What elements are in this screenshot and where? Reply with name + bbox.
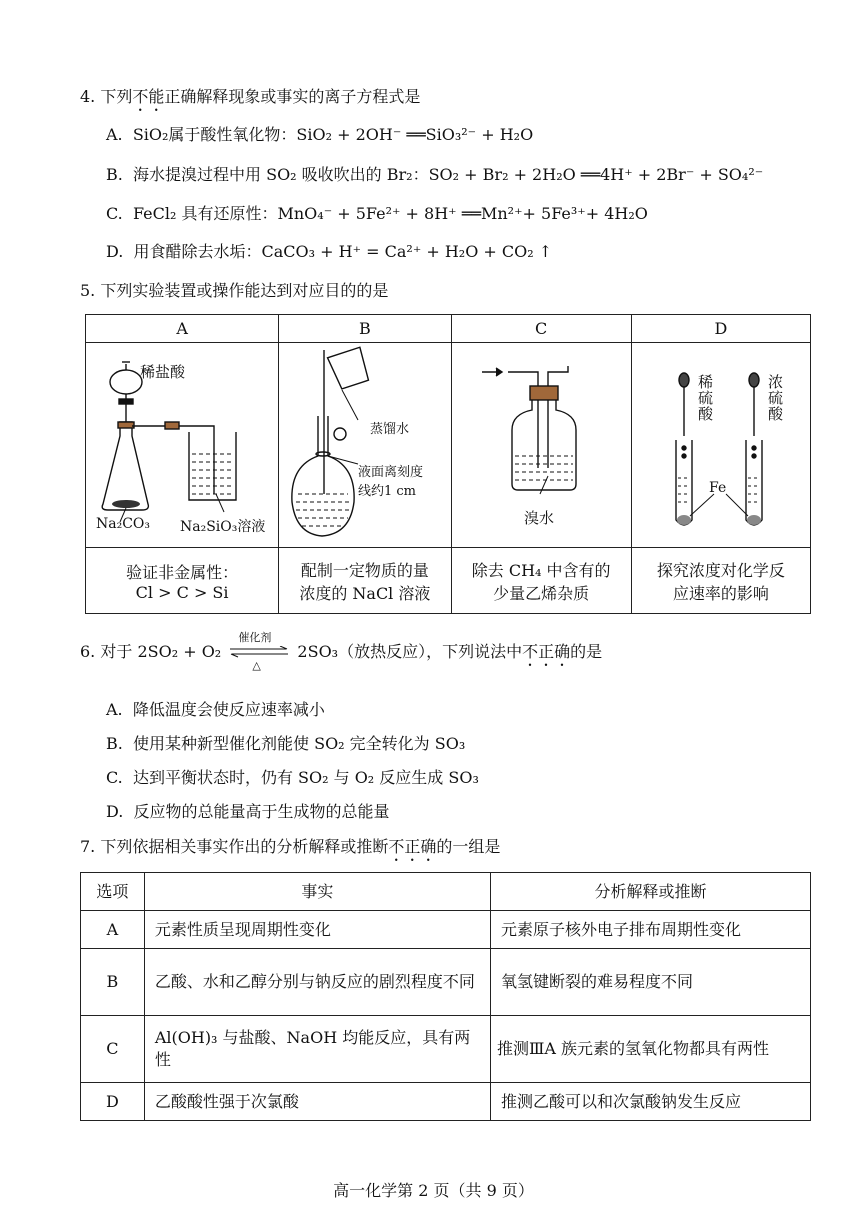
q4-stem-suffix: 正确解释现象或事实的离子方程式是: [164, 87, 421, 106]
q6-stem-prefix: 6. 对于 2SO₂ + O₂: [80, 642, 222, 661]
q6-stem-emphasis: 不正确: [522, 642, 571, 661]
apparatus-d-diagram: [632, 344, 810, 548]
q6-option-d-label: D.: [106, 802, 124, 821]
fe-solid-right: [747, 515, 761, 525]
page-footer: 高一化学第 2 页（共 9 页）: [333, 1181, 534, 1200]
test-tube-right: [746, 440, 762, 525]
catalyst-label: 催化剂: [238, 631, 272, 644]
beaker-a: [189, 432, 236, 500]
label-bromine-water: 溴水: [524, 509, 555, 527]
q6-option-a-text: 降低温度会使反应速率减小: [132, 700, 325, 719]
label-conc-char-2: 硫: [768, 389, 784, 407]
q5-header-a: A: [86, 315, 279, 343]
q7-row-b-analysis: 氧氢键断裂的难易程度不同: [490, 949, 810, 1016]
label-level-note-2: 线约1 cm: [358, 484, 417, 499]
label-conc-h2so4: [768, 374, 783, 422]
q7-stem-prefix: 7. 下列依据相关事实作出的分析解释或推断: [80, 837, 389, 856]
q7-header-option: 选项: [81, 873, 145, 911]
q7-row-a-option: A: [81, 911, 145, 949]
q5-header-b: B: [279, 315, 451, 343]
q6-option-d: [106, 801, 390, 823]
label-dilute-char-1: 稀: [698, 373, 714, 391]
q6-stem-end: 的是: [570, 642, 603, 661]
q5-purpose-c: [451, 548, 631, 614]
q7-row-d-analysis: 推测乙酸可以和次氯酸钠发生反应: [490, 1083, 810, 1121]
label-na2co3: Na₂CO₃: [96, 516, 151, 532]
q5-purpose-a-line2: Cl > C > Si: [135, 582, 229, 602]
q4-option-b-label: B.: [106, 165, 123, 184]
q5-purpose-b-line1: 配制一定物质的量: [300, 560, 429, 580]
table-row: [81, 1016, 811, 1083]
na2co3-solid: [112, 500, 140, 508]
table-row: [81, 911, 811, 949]
q6-option-a: [106, 699, 325, 721]
gas-inlet-arrow-icon: [496, 368, 502, 376]
q6-stem: [80, 631, 603, 672]
q5-stem: 5. 下列实验装置或操作能达到对应目的的是: [80, 281, 389, 300]
label-na2sio3: Na₂SiO₃溶液: [180, 519, 266, 535]
q6-option-b-text: 使用某种新型催化剂能使 SO₂ 完全转化为 SO₃: [133, 734, 466, 753]
q7-header-fact: 事实: [144, 873, 490, 911]
q7-row-b-fact: 乙酸、水和乙醇分别与钠反应的剧烈程度不同: [144, 949, 490, 1016]
label-level-note-1: 液面离刻度: [358, 465, 424, 480]
q4-option-a-label: A.: [106, 125, 123, 144]
table-row: [81, 949, 811, 1016]
q7-header-analysis: 分析解释或推断: [490, 873, 810, 911]
q5-purpose-a-line1: 验证非金属性：: [126, 562, 239, 582]
q4-option-d-text: 用食醋除去水垢：CaCO₃ + H⁺ = Ca²⁺ + H₂O + CO₂ ↑: [133, 242, 553, 261]
q4-option-a-text: SiO₂属于酸性氧化物：SiO₂ + 2OH⁻ ══SiO₃²⁻ + H₂O: [132, 125, 534, 144]
q4-option-c: [106, 203, 648, 225]
q7-row-d-option: D: [81, 1083, 145, 1121]
fe-solid-left: [677, 515, 691, 525]
beaker-b: [328, 347, 371, 390]
conical-flask: [102, 422, 148, 510]
q6-option-c: [106, 767, 479, 789]
q5-header-c: C: [451, 315, 631, 343]
q4-option-b: [106, 164, 763, 186]
flask-stopper-b: [334, 428, 346, 440]
q6-stem-suffix: 2SO₃（放热反应），下列说法中: [297, 642, 523, 661]
label-fe: Fe: [709, 480, 727, 496]
reversible-arrow: [226, 631, 292, 672]
washing-bottle: [512, 400, 576, 490]
separatory-funnel-bulb: [110, 370, 142, 394]
q4-option-c-text: FeCl₂ 具有还原性：MnO₄⁻ + 5Fe²⁺ + 8H⁺ ══Mn²⁺+ 5Fe³⁺+ 4H₂O: [132, 204, 648, 223]
label-distilled-water: 蒸馏水: [370, 422, 410, 437]
label-conc-char-3: 酸: [768, 405, 784, 423]
table-row: [81, 1083, 811, 1121]
q4-option-a: [106, 124, 533, 146]
bottle-stopper: [530, 386, 558, 400]
outlet-tube: [548, 366, 568, 468]
q5-header-row: [86, 315, 811, 343]
q7-row-a-fact: 元素性质呈现周期性变化: [144, 911, 490, 949]
dropper-bulb-right: [749, 373, 759, 387]
q4-stem-emphasis: 不能: [132, 87, 165, 106]
q5-purpose-d: [631, 548, 810, 614]
q6-option-a-label: A.: [106, 700, 123, 719]
q5-purpose-a: [86, 548, 279, 614]
q6-option-b: [106, 733, 465, 755]
stopcock: [119, 399, 133, 404]
q5-purpose-d-line1: 探究浓度对化学反: [656, 560, 785, 580]
q7-table: [80, 872, 811, 1121]
label-conc-char-1: 浓: [768, 373, 784, 391]
flask-stopper: [118, 422, 134, 428]
q7-row-d-fact: 乙酸酸性强于次氯酸: [144, 1083, 490, 1121]
q5-purpose-b: [279, 548, 451, 614]
q7-stem-end: 的一组是: [436, 837, 501, 856]
q4-option-b-text: 海水提溴过程中用 SO₂ 吸收吹出的 Br₂：SO₂ + Br₂ + 2H₂O ══4H⁺ + 2Br⁻ + SO₄²⁻: [133, 165, 764, 184]
label-dilute-h2so4: [698, 374, 713, 422]
q5-purpose-d-line2: 应速率的影响: [672, 583, 769, 603]
dropper-bulb-left: [679, 373, 689, 387]
q4-option-d-label: D.: [106, 242, 124, 261]
apparatus-b-diagram: [280, 344, 451, 548]
q6-option-d-text: 反应物的总能量高于生成物的总能量: [133, 802, 390, 821]
heat-symbol: △: [252, 659, 261, 672]
q7-stem-emphasis: 不正确: [388, 837, 437, 856]
q7-row-a-analysis: 元素原子核外电子排布周期性变化: [490, 911, 810, 949]
q7-row-c-option: C: [81, 1016, 145, 1083]
q5-purpose-c-line1: 除去 CH₄ 中含有的: [471, 560, 611, 580]
q6-option-c-label: C.: [106, 768, 123, 787]
q7-row-c-fact: Al(OH)₃ 与盐酸、NaOH 均能反应，具有两性: [144, 1016, 490, 1083]
q7-header-row: [81, 873, 811, 911]
tube-connector: [165, 422, 179, 429]
q5-purpose-b-line2: 浓度的 NaCl 溶液: [299, 583, 431, 603]
q5-purpose-c-line2: 少量乙烯杂质: [493, 583, 590, 603]
q6-option-b-label: B.: [106, 734, 123, 753]
q5-header-d: D: [631, 315, 810, 343]
q4-option-d: [106, 241, 552, 263]
test-tube-left: [676, 440, 692, 525]
q7-stem: [80, 836, 500, 865]
q4-stem: [80, 86, 420, 115]
label-dilute-hcl: 稀盐酸: [140, 363, 186, 381]
q6-option-c-text: 达到平衡状态时，仍有 SO₂ 与 O₂ 反应生成 SO₃: [132, 768, 479, 787]
label-dilute-char-2: 硫: [698, 389, 714, 407]
q4-option-c-label: C.: [106, 204, 123, 223]
q5-purpose-row: [86, 548, 811, 614]
q4-stem-prefix: 4. 下列: [80, 87, 133, 106]
label-dilute-char-3: 酸: [698, 405, 714, 423]
q7-row-b-option: B: [81, 949, 145, 1016]
q7-row-c-analysis: 推测ⅢA 族元素的氢氧化物都具有两性: [490, 1016, 810, 1083]
